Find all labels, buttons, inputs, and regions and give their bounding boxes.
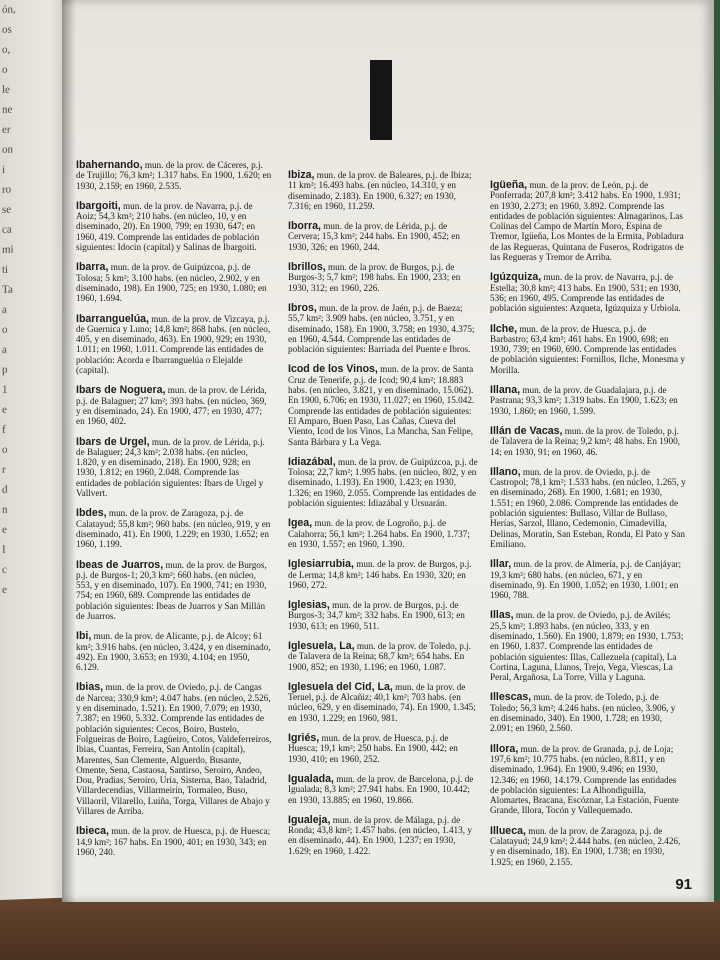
dictionary-entry [288, 733, 480, 764]
dictionary-entry [76, 385, 272, 426]
entry-body: mun. de la prov. de Burgos, p.j. de Burgos-3; 34,7 km²; 332 habs. En 1900, 613; en 1930, 613; en 1960, 511. [288, 600, 465, 631]
dictionary-entry [490, 467, 686, 549]
dictionary-entry [76, 437, 272, 499]
entry-headword: Illano, [490, 465, 521, 478]
entry-headword: Igea, [288, 517, 313, 530]
entry-body: mun. de la prov. de Lérida, p.j. de Cervera; 15,3 km²; 244 habs. En 1900, 452; en 1930, 326; en 1960, 244. [288, 221, 460, 252]
entry-body: mun. de la prov. de Huesca, p.j. de Huesca; 14,9 km²; 167 habs. En 1900, 401; en 1930, 343; en 1960, 240. [76, 826, 271, 857]
entry-headword: Ibieca, [76, 825, 109, 838]
left-page-line: o, [2, 43, 11, 56]
entry-headword: Ibrillos, [288, 261, 326, 274]
dictionary-entry [490, 180, 686, 262]
entry-body: mun. de la prov. de Oviedo, p.j. de Castropol; 78,1 km²; 1.533 habs. (en núcleo, 1.265, y en diseminado, 268). En 1900, 1.681; en 1930, 1.551; en 1960, 2.086. Comprende las entidades de población siguientes: Bullaso, Villar de Bullaso, Herías, Sarzol, Illano, Cedemonio, Cimadevilla, Delinas, Moratín, San Esteban, Ronda, El Pato y San Emiliano. [490, 466, 686, 549]
section-letter-i [370, 60, 392, 140]
left-page-line: e [2, 403, 7, 416]
dictionary-entry [288, 303, 480, 354]
entry-body: mun. de la prov. de Navarra, p.j. de Aoiz; 54,3 km²; 210 habs. (en núcleo, 10, y en diseminado, 20). En 1900, 799; en 1930, 647; en 1960, 419. Comprende las entidades de población siguientes: Idocin (capital) y Salinas de Ibargoiti. [76, 200, 260, 253]
left-page-line: Ta [2, 283, 13, 296]
entry-headword: Ibars de Urgel, [76, 435, 150, 448]
left-page-line: d [2, 483, 8, 496]
left-page-line: o [2, 323, 8, 336]
entry-headword: Igriés, [288, 732, 320, 745]
dictionary-entry [288, 518, 480, 549]
dictionary-entry [288, 364, 480, 446]
entry-headword: Ibi, [76, 630, 92, 643]
entry-body: mun. de la prov. de Oviedo, p.j. de Cangas de Narcea; 330,9 km²; 4.047 habs. (en núcleo, 2.526, y en diseminado, 1.521). En 1900, 7.079; en 1930, 7.387; en 1960, 5.332. Comprende las entidades de población siguientes: Cecos, Boiro, Bustelo, Folgueiras de Boiro, Lagüeiro, Cotos, Valdeferreiros, Ibias, Cuantas, Ferreira, San Antolín (capital), Marentes, San Clemente, Alguerdo, Busante, Omente, Sena, Castaosa, Santirso, Seroiro, Andeo, Dou, Pradias, Seroiro, Uría, Sisterna, Bao, Taladrid, Villardecendias, Villarmeirín, Tormaleo, Buso, Villaoril, Vilarello, Luiña, Torga, Villares de Abajo y Villares de Arriba. [76, 682, 272, 817]
dictionary-entry [288, 682, 480, 723]
left-page-line: 1 [2, 383, 8, 396]
left-page-line: f [2, 423, 6, 436]
entry-body: mun. de la prov. de Barcelona, p.j. de Igualada; 8,3 km²; 27.941 habs. En 1900, 10.442; en 1930, 13.885; en 1960, 19.866. [288, 773, 474, 805]
entry-body: mun. de la prov. de Guipúzcoa, p.j. de Tolosa; 22,7 km²; 1.995 habs. (en núcleo, 802, y en diseminado, 1.193). En 1900, 1.423; en 1930, 1.326; en 1960, 2.055. Comprende las entidades de población siguientes: Idiazábal y Ursuarán. [288, 456, 478, 509]
left-page-line: n [2, 503, 8, 516]
entry-headword: Illora, [490, 742, 519, 755]
left-page-line: os [2, 23, 12, 36]
column-3 [490, 180, 686, 877]
entry-headword: Illescas, [490, 691, 532, 704]
dictionary-entry [490, 610, 686, 682]
left-page-line: e [2, 583, 7, 596]
left-page-line: ti [2, 263, 9, 276]
dictionary-entry [288, 221, 480, 252]
dictionary-entry [490, 744, 686, 816]
entry-body: mun. de la prov. de Vizcaya, p.j. de Guernica y Luno; 14,8 km²; 868 habs. (en núcleo, 405, y en diseminado, 463). En 1900, 929; en 1930, 1.011; en 1960, 1.011. Comprende las entidades de población: Acorda e Ibarranguelúa o Elejalde (capital). [76, 313, 271, 376]
entry-headword: Igualada, [288, 772, 334, 785]
entry-headword: Illán de Vacas, [490, 424, 563, 437]
dictionary-entry [76, 201, 272, 252]
entry-headword: Illueca, [490, 824, 526, 837]
dictionary-entry [288, 641, 480, 672]
dictionary-entry [490, 692, 686, 733]
entry-headword: Illas, [490, 609, 514, 622]
entry-body: mun. de la prov. de Burgos, p.j. de Burgos-1; 20,3 km²; 660 habs. (en núcleo, 553, y en diseminado, 107). En 1900, 741; en 1930, 754; en 1960, 689. Comprende las entidades de población siguientes: Ibeas de Juarros y San Millán de Juarros. [76, 559, 267, 621]
entry-body: mun. de la prov. de Almería, p.j. de Canjáyar; 19,3 km²; 680 habs. (en núcleo, 671, y en diseminado, 9). En 1900, 1.052; en 1930, 1.001; en 1960, 788. [490, 559, 682, 601]
column-1 [76, 160, 272, 867]
entry-headword: Iglesuela del Cid, La, [288, 680, 393, 693]
dictionary-entry [490, 426, 686, 457]
entry-body: mun. de la prov. de Burgos, p.j. de Burgos-3; 5,7 km²; 198 habs. En 1900, 233; en 1930, 312; en 1960, 226. [288, 262, 461, 293]
entry-headword: Ibarra, [76, 261, 109, 274]
left-page-line: se [2, 203, 12, 216]
entry-body: mun. de la prov. de Santa Cruz de Tenerife, p.j. de Icod; 90,4 km²; 18.883 habs. (en núcleo, 3.821, y en diseminado, 15.062). En 1900, 6.706; en 1930, 11.027; en 1960, 15.042. Comprende las entidades de población siguientes: El Amparo, Buen Paso, Las Cañas, Cueva del Viento, Icod de los Vinos, La Mancha, San Felipe, Santa Bárbara y La Vega. [288, 364, 475, 447]
entry-body: mun. de la prov. de Jaén, p.j. de Baeza; 55,7 km²; 3.909 habs. (en núcleo, 3.751, y en diseminado, 158). En 1900, 3.758; en 1930, 4.375; en 1960, 4.544. Comprende las entidades de población siguientes: Barriada del Puente e Ibros. [288, 302, 475, 355]
dictionary-entry [288, 600, 480, 631]
entry-headword: Ibars de Noguera, [76, 384, 166, 397]
entry-headword: Illana, [490, 384, 521, 397]
left-page-text [0, 0, 70, 600]
entry-headword: Iglesias, [288, 599, 330, 612]
dictionary-entry [490, 559, 686, 600]
left-page-line: ca [2, 223, 12, 236]
entry-headword: Ilche, [490, 322, 518, 335]
dictionary-entry [76, 508, 272, 549]
entry-body: mun. de la prov. de Teruel, p.j. de Alcañiz; 40,1 km²; 703 habs. (en núcleo, 629, y en diseminado, 74). En 1900, 1.345; en 1930, 1.229; en 1960, 981. [288, 681, 476, 723]
dictionary-entry [288, 774, 480, 805]
entry-body: mun. de la prov. de Cáceres, p.j. de Trujillo; 76,3 km²; 1.317 habs. En 1900, 1.620; en 1930, 2.159; en 1960, 2.535. [76, 160, 272, 191]
left-page-line: ón, [2, 3, 16, 16]
entry-headword: Ibargoiti, [76, 199, 121, 212]
entry-headword: Iglesiarrubia, [288, 558, 354, 571]
left-page-line: p [2, 363, 8, 376]
dictionary-entry [76, 826, 272, 857]
page-number: 91 [675, 876, 692, 893]
entry-headword: Iglesuela, La, [288, 639, 355, 652]
entry-headword: Idiazábal, [288, 455, 336, 468]
entry-body: mun. de la prov. de Granada, p.j. de Loja; 197,6 km²; 10.775 habs. (en núcleo, 8.811, y en diseminado, 1.964). En 1900, 9.496; en 1930, 12.346; en 1960, 14.179. Comprende las entidades de población siguientes: La Alhondiguilla, Alomartes, Bracana, Escóznar, La Estación, Fuente Grande, Illora, Tocón y Vallequemado. [490, 743, 679, 816]
entry-body: mun. de la prov. de Huesca, p.j. de Huesca; 19,1 km²; 250 habs. En 1900, 442; en 1930, 410; en 1960, 252. [288, 733, 458, 764]
left-page-line: o [2, 443, 8, 456]
dictionary-entry [288, 170, 480, 211]
dictionary-entry [76, 262, 272, 303]
entry-body: mun. de la prov. de Lérida, p.j. de Balaguer; 24,3 km²; 2.038 habs. (en núcleo, 1.820, y en diseminado, 218). En 1900, 928; en 1930, 1.812; en 1960, 2.048. Comprende las entidades de población siguientes: Ibars de Urgel y Vallvert. [76, 436, 265, 499]
entry-body: mun. de la prov. de León, p.j. de Ponferrada; 207,8 km²; 3.412 habs. En 1900, 1.931; en 1930, 2.273; en 1960, 3.892. Comprende las entidades de población siguientes: Almagarinos, Las Colinas del Campo de Martín Moro, Espina de Tremor, Igüeña, Los Montes de la Ermita, Pobladura de las Regueras, Quintana de Fuseros, Rodrigatos de las Regueras y Tremor de Arriba. [490, 180, 684, 263]
left-page-line: c [2, 563, 7, 576]
left-page-line: a [2, 303, 7, 316]
left-page [0, 0, 70, 900]
dictionary-entry [490, 826, 686, 867]
dictionary-entry [490, 385, 686, 416]
entry-headword: Illar, [490, 558, 512, 571]
left-page-line: er [2, 123, 11, 136]
entry-body: mun. de la prov. de Lérida, p.j. de Balaguer; 27 km²; 393 habs. (en núcleo, 369, y en diseminado, 24). En 1900, 477; en 1930, 477; en 1960, 402. [76, 385, 267, 427]
dictionary-entry [288, 262, 480, 293]
entry-body: mun. de la prov. de Toledo, p.j. de Talavera de la Reina; 68,7 km²; 654 habs. En 1900, 852; en 1930, 1.196; en 1960, 1.087. [288, 640, 472, 672]
left-page-line: o [2, 63, 8, 76]
entry-body: mun. de la prov. de Oviedo, p.j. de Avilés; 25,5 km²; 1.893 habs. (en núcleo, 333, y en diseminado, 1.560). En 1900, 1.879; en 1930, 1.753; en 1960, 1.837. Comprende las entidades de población siguientes: Illas, Callezuela (capital), La Cortina, Laguna, Llanos, Trejo, Vega, Viescas, La Peral, Argañosa, La Torre, Villa y Laguna. [490, 610, 684, 683]
left-page-line: I [2, 543, 6, 556]
left-page-line: mi [2, 243, 14, 256]
dictionary-entry [76, 314, 272, 376]
dictionary-entry [76, 682, 272, 816]
page-gutter [62, 0, 76, 902]
left-page-line: le [2, 83, 10, 96]
entry-headword: Ibdes, [76, 507, 107, 520]
entry-body: mun. de la prov. de Zaragoza, p.j. de Calatayud; 24,9 km²; 2.444 habs. (en núcleo, 2.426, y en diseminado, 18). En 1900, 1.738; en 1930, 1.925; en 1960, 2.155. [490, 825, 681, 867]
entry-headword: Ibiza, [288, 169, 315, 181]
entry-headword: Iborra, [288, 220, 321, 233]
entry-headword: Ibarranguelúa, [76, 312, 149, 325]
entry-headword: Ibeas de Juarros, [76, 558, 164, 571]
entry-body: mun. de la prov. de Zaragoza, p.j. de Calatayud; 55,8 km²; 960 habs. (en núcleo, 919, y en diseminado, 41). En 1900, 1.229; en 1930, 1.652; en 1960, 1.199. [76, 508, 271, 550]
entry-headword: Igúzquiza, [490, 271, 542, 284]
left-page-line: on [2, 143, 13, 156]
entry-body: mun. de la prov. de Logroño, p.j. de Calahorra; 56,1 km²; 1.264 habs. En 1900, 1.737; en 1930, 1.557; en 1960, 1.390. [288, 518, 470, 549]
dictionary-entry [76, 560, 272, 622]
dictionary-entry [76, 160, 272, 191]
entry-headword: Icod de los Vinos, [288, 363, 378, 376]
dictionary-entry [288, 559, 480, 590]
entry-body: mun. de la prov. de Toledo, p.j. de Toledo; 56,3 km²; 4.246 habs. (en núcleo, 3.906, y en diseminado, 340). En 1900, 1.728; en 1930, 2.091; en 1960, 2.560. [490, 692, 676, 734]
entry-body: mun. de la prov. de Huesca, p.j. de Barbastro; 63,4 km²; 461 habs. En 1900, 698; en 1930, 739; en 1960, 690. Comprende las entidades de población siguientes: Fornillos, Ilche, Monesma y Morilla. [490, 323, 685, 375]
entry-body: mun. de la prov. de Burgos, p.j. de Lerma; 14,8 km²; 146 habs. En 1930, 320; en 1960, 272. [288, 559, 472, 590]
dictionary-entry [288, 815, 480, 856]
dictionary-entry [76, 631, 272, 672]
entry-body: mun. de la prov. de Baleares, p.j. de Ibiza; 11 km²; 16.493 habs. (en núcleo, 14.310, y en diseminado, 2.183). En 1900, 6.327; en 1930, 7.316; en 1960, 11.259. [288, 170, 472, 211]
entry-headword: Ibros, [288, 301, 317, 314]
dictionary-entry [490, 272, 686, 313]
dictionary-entry [490, 324, 686, 375]
dictionary-entry [288, 457, 480, 508]
left-page-line: r [2, 463, 6, 476]
left-page-line: e [2, 523, 7, 536]
entry-headword: Igualeja, [288, 813, 331, 826]
left-page-line: ro [2, 183, 12, 196]
entry-body: mun. de la prov. de Guadalajara, p.j. de Pastrana; 93,3 km²; 1.319 habs. En 1900, 1.623; en 1930, 1.860; en 1960, 1.599. [490, 385, 678, 416]
entry-body: mun. de la prov. de Alicante, p.j. de Alcoy; 61 km²; 3.916 habs. (en núcleo, 3.424, y en diseminado, 492). En 1900, 3.653; en 1930, 4.104; en 1950, 6.129. [76, 631, 271, 673]
left-page-line: a [2, 343, 7, 356]
entry-body: mun. de la prov. de Málaga, p.j. de Ronda; 43,8 km²; 1.457 habs. (en núcleo, 1.413, y en diseminado, 44). En 1900, 1.237; en 1930, 1.629; en 1960, 1.422. [288, 814, 472, 856]
entry-body: mun. de la prov. de Toledo, p.j. de Talavera de la Reina; 9,2 km²; 48 habs. En 1900, 14; en 1930, 91; en 1960, 46. [490, 425, 680, 457]
entry-headword: Ibahernando, [76, 159, 143, 171]
entry-body: mun. de la prov. de Guipúzcoa, p.j. de Tolosa; 5 km²; 3.100 habs. (en núcleo, 2.902, y en diseminado, 198). En 1900, 725; en 1930, 1.080; en 1960, 1.694. [76, 262, 267, 304]
left-page-line: ne [2, 103, 13, 116]
entry-headword: Ibias, [76, 681, 104, 694]
entry-headword: Igüeña, [490, 179, 528, 191]
entry-body: mun. de la prov. de Navarra, p.j. de Estella; 30,8 km²; 413 habs. En 1900, 531; en 1930, 536; en 1960, 495. Comprende las entidades de población siguientes: Azqueta, Igúzquiza y Urbiola. [490, 272, 681, 314]
left-page-line: i [2, 163, 6, 176]
column-2 [288, 170, 480, 866]
